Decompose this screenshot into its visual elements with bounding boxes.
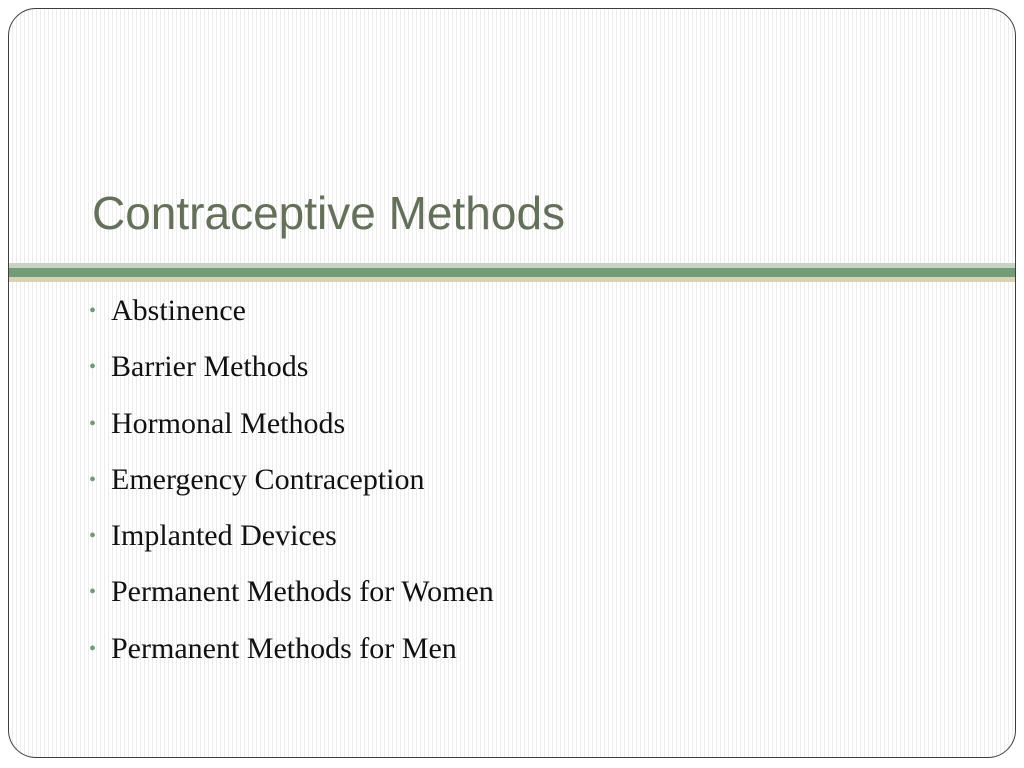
bullet-dot-icon: •: [89, 581, 97, 604]
list-item: [89, 575, 494, 631]
bullet-text: Permanent Methods for Women: [111, 575, 494, 609]
bullet-text: Permanent Methods for Men: [111, 631, 457, 665]
divider-band-green: [9, 268, 1015, 277]
bullet-text: Emergency Contraception: [111, 462, 425, 496]
list-item: [89, 407, 494, 463]
list-item: [89, 519, 494, 575]
list-item: [89, 350, 494, 406]
bullet-dot-icon: •: [89, 468, 97, 491]
slide-title: Contraceptive Methods: [92, 187, 566, 239]
bullet-dot-icon: •: [89, 356, 97, 379]
list-item: [89, 294, 494, 350]
list-item: [89, 632, 494, 688]
bullet-list: [89, 294, 494, 688]
list-item: [89, 463, 494, 519]
bullet-text: Implanted Devices: [111, 519, 337, 553]
bullet-dot-icon: •: [89, 412, 97, 435]
bullet-text: Hormonal Methods: [111, 406, 346, 440]
bullet-text: Barrier Methods: [111, 350, 309, 384]
bullet-dot-icon: •: [89, 525, 97, 548]
slide: [8, 8, 1016, 758]
bullet-dot-icon: •: [89, 300, 97, 322]
divider-band-tan: [9, 277, 1015, 282]
bullet-text: Abstinence: [111, 294, 246, 327]
bullet-dot-icon: •: [89, 637, 97, 660]
